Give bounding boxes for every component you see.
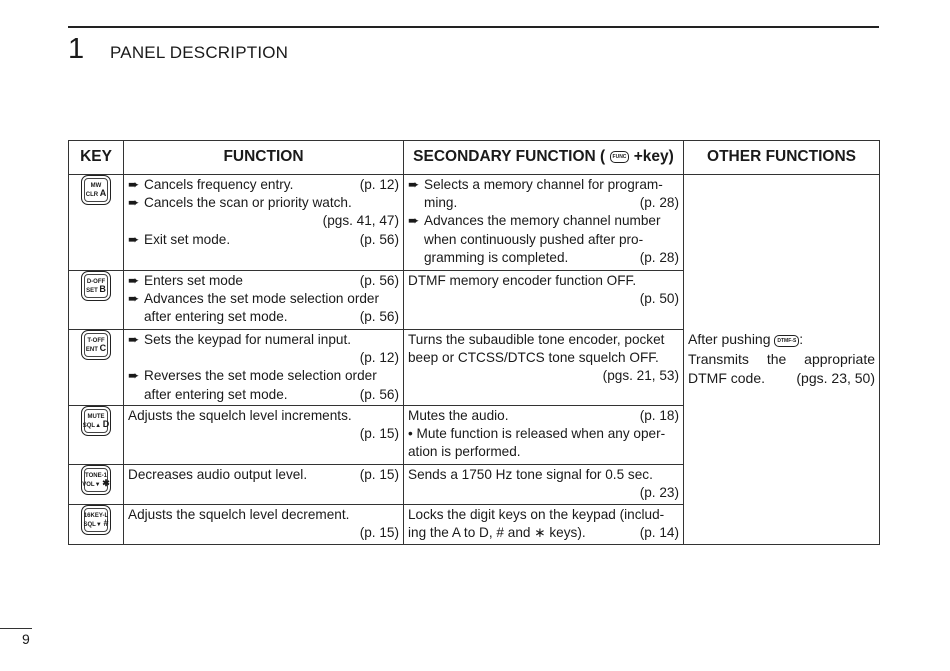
header-secondary-function xyxy=(404,141,684,175)
text-line xyxy=(128,506,399,524)
other-line-3-text: DTMF code. xyxy=(688,370,766,387)
line-text: Advances the memory channel number xyxy=(424,213,661,229)
page-number-rule xyxy=(0,628,32,629)
header-other-functions: OTHER FUNCTIONS xyxy=(684,141,880,175)
page-reference: (p. 56) xyxy=(359,231,399,247)
text-line xyxy=(128,349,399,367)
key-bottom-label xyxy=(82,520,110,529)
text-line xyxy=(128,524,399,542)
chapter-title: PANEL DESCRIPTION xyxy=(110,43,289,62)
line-text: Turns the subaudible tone encoder, pocket xyxy=(408,332,665,347)
page-reference: (p. 15) xyxy=(359,426,399,442)
line-text: when continuously pushed after pro- xyxy=(424,231,644,247)
arrow-bullet-icon xyxy=(128,386,144,404)
line-text: DTMF memory encoder function OFF. xyxy=(408,273,637,288)
text-line xyxy=(128,272,399,290)
text-line xyxy=(128,194,399,212)
arrow-bullet-icon xyxy=(408,231,424,249)
key-bottom-text: CLR xyxy=(85,192,99,198)
page-reference: (p. 15) xyxy=(359,467,399,482)
dtmf-s-button-icon: DTMF-S xyxy=(774,335,799,347)
keypad-button-icon xyxy=(81,406,111,436)
arrow-bullet-icon: ➨ xyxy=(128,291,140,307)
text-line xyxy=(408,506,679,524)
arrow-bullet-icon: ➨ xyxy=(128,368,140,384)
header-function: FUNCTION xyxy=(124,141,404,175)
arrow-bullet-icon: ➨ xyxy=(128,231,140,247)
line-text: Mutes the audio. xyxy=(408,408,509,423)
secondary-function-cell xyxy=(404,505,684,545)
key-letter: ✱ xyxy=(102,478,110,488)
other-line-1 xyxy=(688,330,875,350)
text-line xyxy=(408,484,679,502)
page-reference: (p. 56) xyxy=(359,309,399,325)
keypad-button-icon xyxy=(81,330,111,360)
page-reference: (p. 15) xyxy=(359,525,399,541)
keypad-button-icon xyxy=(81,271,111,301)
line-text: Decreases audio output level. xyxy=(128,467,308,482)
arrow-bullet-icon xyxy=(128,308,144,326)
key-cell xyxy=(69,175,124,271)
text-line xyxy=(128,231,399,249)
text-line xyxy=(408,176,679,194)
key-top-label: T-OFF xyxy=(87,338,105,344)
arrow-bullet-icon: ➨ xyxy=(128,273,140,288)
text-line xyxy=(408,231,679,249)
line-text: gramming is completed. xyxy=(424,249,569,265)
secondary-function-cell xyxy=(404,406,684,465)
text-line xyxy=(408,272,679,290)
line-text: beep or CTCSS/DTCS tone squelch OFF. xyxy=(408,350,659,366)
line-text: after entering set mode. xyxy=(144,386,288,402)
function-cell xyxy=(124,406,404,465)
key-top-label: MW xyxy=(90,183,102,189)
line-text: Reverses the set mode selection order xyxy=(144,368,377,384)
text-line xyxy=(408,331,679,349)
key-bottom-text: SET xyxy=(86,288,98,294)
other-line-2: Transmits the appropriate xyxy=(688,350,875,367)
line-text: Advances the set mode selection order xyxy=(144,291,380,307)
page-reference: (p. 12) xyxy=(359,177,399,192)
text-line xyxy=(128,367,399,385)
key-letter: C xyxy=(99,343,107,353)
chapter-number: 1 xyxy=(68,33,85,65)
key-function-table xyxy=(68,140,880,545)
text-line xyxy=(408,524,679,542)
other-suffix: : xyxy=(799,331,804,348)
line-text: Adjusts the squelch level increments. xyxy=(128,408,352,423)
key-bottom-text: SQL▼ xyxy=(83,522,102,528)
text-line xyxy=(408,349,679,367)
key-bottom-label xyxy=(82,480,110,489)
other-line-3 xyxy=(688,369,875,389)
text-line xyxy=(128,386,399,404)
key-bottom-text: ENT xyxy=(85,347,98,353)
page-number: 9 xyxy=(22,631,30,647)
page-reference: (pgs. 41, 47) xyxy=(322,213,399,229)
text-line xyxy=(128,176,399,194)
key-bottom-label xyxy=(82,421,110,430)
text-line xyxy=(128,466,399,484)
line-text: ing the A to D, # and ∗ keys). xyxy=(408,525,586,541)
text-line xyxy=(128,407,399,425)
text-line xyxy=(408,249,679,267)
key-bottom-text: VOL▼ xyxy=(82,482,101,488)
key-bottom-text: SQL▲ xyxy=(82,423,102,429)
arrow-bullet-icon: ➨ xyxy=(408,213,420,229)
line-text: Cancels the scan or priority watch. xyxy=(144,195,352,211)
other-prefix: After pushing xyxy=(688,331,771,348)
text-line xyxy=(408,407,679,425)
arrow-bullet-icon xyxy=(408,249,424,267)
key-cell xyxy=(69,406,124,465)
key-cell xyxy=(69,465,124,505)
header-key: KEY xyxy=(69,141,124,175)
header-secondary-suffix: +key) xyxy=(633,148,674,166)
page-reference: (p. 14) xyxy=(639,525,679,541)
text-line xyxy=(128,212,399,230)
text-line xyxy=(408,367,679,385)
line-text: • Mute function is released when any oper- xyxy=(408,426,666,442)
key-letter: A xyxy=(99,188,107,198)
arrow-bullet-icon: ➨ xyxy=(128,177,140,192)
keypad-button-icon xyxy=(81,175,111,205)
line-text: ation is performed. xyxy=(408,444,521,460)
arrow-bullet-icon: ➨ xyxy=(128,332,140,347)
line-text: Enters set mode xyxy=(144,273,243,288)
key-letter: # xyxy=(103,518,109,528)
text-line xyxy=(128,308,399,326)
secondary-function-cell xyxy=(404,465,684,505)
function-cell xyxy=(124,505,404,545)
text-line xyxy=(408,425,679,443)
key-letter: D xyxy=(102,419,110,429)
key-top-label: TONE-1 xyxy=(85,473,107,479)
secondary-function-cell xyxy=(404,175,684,271)
page-reference: (p. 12) xyxy=(359,350,399,366)
top-rule xyxy=(68,26,879,28)
key-cell xyxy=(69,271,124,330)
key-bottom-label xyxy=(82,286,110,295)
keypad-button-icon xyxy=(81,465,111,495)
page-reference: (p. 28) xyxy=(639,249,679,265)
secondary-function-cell xyxy=(404,271,684,330)
line-text: Selects a memory channel for program- xyxy=(424,177,663,192)
text-line xyxy=(408,212,679,230)
function-cell xyxy=(124,175,404,271)
line-text: ming. xyxy=(424,195,458,211)
key-bottom-label xyxy=(82,190,110,199)
line-text: Exit set mode. xyxy=(144,231,231,247)
arrow-bullet-icon: ➨ xyxy=(408,177,420,192)
text-line xyxy=(408,466,679,484)
key-cell xyxy=(69,330,124,406)
key-top-label: D-OFF xyxy=(86,279,106,285)
page-reference: (p. 56) xyxy=(359,273,399,288)
text-line xyxy=(128,331,399,349)
page-reference: (p. 28) xyxy=(639,195,679,211)
line-text: Adjusts the squelch level decrement. xyxy=(128,507,350,522)
other-reference: (pgs. 23, 50) xyxy=(796,370,875,387)
arrow-bullet-icon xyxy=(408,194,424,212)
arrow-bullet-icon: ➨ xyxy=(128,195,140,211)
key-top-label: MUTE xyxy=(87,414,105,420)
function-cell xyxy=(124,330,404,406)
key-bottom-label xyxy=(82,345,110,354)
function-cell xyxy=(124,465,404,505)
text-line xyxy=(408,443,679,461)
table-header-row xyxy=(69,141,880,175)
func-button-icon: FUNC xyxy=(610,151,630,163)
line-text: Sets the keypad for numeral input. xyxy=(144,332,352,347)
page-reference: (pgs. 21, 53) xyxy=(602,368,679,384)
line-text: Cancels frequency entry. xyxy=(144,177,294,192)
secondary-function-cell xyxy=(404,330,684,406)
page-reference: (p. 56) xyxy=(359,386,399,402)
other-functions-cell xyxy=(684,175,880,545)
line-text: after entering set mode. xyxy=(144,309,288,325)
text-line xyxy=(408,290,679,308)
page-reference: (p. 50) xyxy=(639,291,679,307)
page-reference: (p. 18) xyxy=(639,408,679,423)
line-text: Sends a 1750 Hz tone signal for 0.5 sec. xyxy=(408,467,653,482)
key-letter: B xyxy=(99,284,106,294)
page-reference: (p. 23) xyxy=(639,485,679,501)
line-text: Locks the digit keys on the keypad (includ- xyxy=(408,507,665,522)
table-row xyxy=(69,175,880,271)
function-cell xyxy=(124,271,404,330)
text-line xyxy=(128,290,399,308)
keypad-button-icon xyxy=(81,505,111,535)
text-line xyxy=(408,194,679,212)
key-top-label: 16KEY-L xyxy=(83,513,109,519)
header-secondary-prefix: SECONDARY FUNCTION ( xyxy=(413,148,606,166)
text-line xyxy=(128,425,399,443)
key-cell xyxy=(69,505,124,545)
